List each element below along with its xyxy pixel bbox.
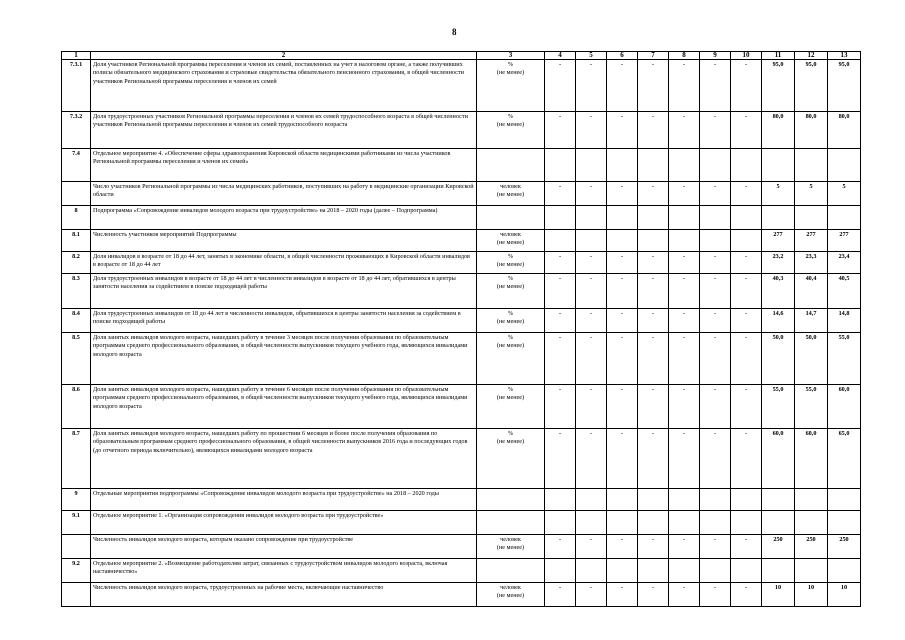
value-col-9: -: [700, 182, 731, 206]
column-header: 6: [607, 52, 638, 60]
value-col-7: -: [638, 583, 669, 607]
value-col-6: -: [607, 182, 638, 206]
value-col-8: -: [669, 252, 700, 274]
value-col-11: 60,0: [762, 429, 795, 489]
column-header: 5: [576, 52, 607, 60]
value-col-5: -: [576, 429, 607, 489]
table-row: [62, 535, 861, 559]
indicator-name: Доля занятых инвалидов молодого возраста, нашедших работу в течение 3 месяцев после получения образования по образовательным программам среднего профессионального образования, в общей численности выпускников текущего учебного года, являющихся инвалидами молодого возраста: [91, 333, 477, 385]
value-col-7: -: [638, 385, 669, 429]
header-row: [62, 52, 861, 60]
value-col-5: -: [576, 252, 607, 274]
value-col-5: -: [576, 274, 607, 309]
value-col-6: -: [607, 309, 638, 333]
value-col-9: [700, 559, 731, 583]
value-col-13: [828, 149, 861, 182]
value-col-8: -: [669, 583, 700, 607]
value-col-9: [700, 230, 731, 252]
value-col-5: [576, 230, 607, 252]
value-col-4: [545, 511, 576, 535]
unit-of-measure: % (не менее): [477, 60, 545, 112]
value-col-10: -: [731, 429, 762, 489]
indicator-name: Число участников Региональной программы из числа медицинских работников, поступивших на работу в медицинские организации Кировской области: [91, 182, 477, 206]
value-col-11: 40,3: [762, 274, 795, 309]
unit-of-measure: % (не менее): [477, 112, 545, 149]
table-row: [62, 385, 861, 429]
value-col-11: 277: [762, 230, 795, 252]
column-header: 2: [91, 52, 477, 60]
value-col-9: [700, 206, 731, 230]
row-number: 9.1: [62, 511, 91, 535]
value-col-7: -: [638, 252, 669, 274]
value-col-6: -: [607, 429, 638, 489]
value-col-9: -: [700, 333, 731, 385]
value-col-4: [545, 489, 576, 511]
value-col-8: -: [669, 333, 700, 385]
value-col-9: -: [700, 429, 731, 489]
value-col-8: -: [669, 274, 700, 309]
value-col-6: [607, 149, 638, 182]
value-col-10: [731, 149, 762, 182]
column-header: 7: [638, 52, 669, 60]
indicator-name: Отдельные мероприятия подпрограммы «Сопровождение инвалидов молодого возраста при трудоустройстве» на 2018 – 2020 годы: [91, 489, 477, 511]
unit-of-measure: [477, 206, 545, 230]
value-col-9: -: [700, 60, 731, 112]
table-row: [62, 274, 861, 309]
value-col-7: [638, 511, 669, 535]
value-col-5: -: [576, 385, 607, 429]
unit-of-measure: [477, 511, 545, 535]
table-row: [62, 206, 861, 230]
value-col-7: [638, 149, 669, 182]
indicator-name: Отдельное мероприятие 2. «Возмещение работодателям затрат, связанных с трудоустройством инвалидов молодого возраста, включая наставничество»: [91, 559, 477, 583]
value-col-11: [762, 149, 795, 182]
indicators-table: [61, 51, 861, 607]
value-col-13: 60,0: [828, 385, 861, 429]
value-col-13: 55,0: [828, 333, 861, 385]
value-col-12: 277: [795, 230, 828, 252]
indicator-name: Численность инвалидов молодого возраста, которым оказано сопровождение при трудоустройстве: [91, 535, 477, 559]
value-col-6: [607, 511, 638, 535]
indicator-name: Доля трудоустроенных инвалидов от 18 до 44 лет в численности инвалидов, обратившихся в центры занятости населения за содействием в поиске подходящей работы: [91, 309, 477, 333]
value-col-4: -: [545, 429, 576, 489]
value-col-10: [731, 511, 762, 535]
row-number: 7.3.1: [62, 60, 91, 112]
value-col-6: -: [607, 583, 638, 607]
value-col-4: -: [545, 583, 576, 607]
value-col-11: [762, 489, 795, 511]
value-col-4: -: [545, 535, 576, 559]
value-col-4: -: [545, 385, 576, 429]
value-col-4: [545, 559, 576, 583]
indicator-name: Доля инвалидов в возрасте от 18 до 44 лет, занятых в экономике области, в общей численности проживающих в Кировской области инвалидов в возрасте от 18 до 44 лет: [91, 252, 477, 274]
value-col-12: 40,4: [795, 274, 828, 309]
value-col-13: [828, 206, 861, 230]
value-col-7: -: [638, 333, 669, 385]
value-col-13: 10: [828, 583, 861, 607]
value-col-4: -: [545, 112, 576, 149]
value-col-4: -: [545, 252, 576, 274]
value-col-13: 65,0: [828, 429, 861, 489]
value-col-13: 95,0: [828, 60, 861, 112]
value-col-12: 5: [795, 182, 828, 206]
unit-of-measure: % (не менее): [477, 309, 545, 333]
value-col-7: -: [638, 60, 669, 112]
unit-of-measure: человек (не менее): [477, 182, 545, 206]
value-col-13: 14,8: [828, 309, 861, 333]
value-col-10: [731, 489, 762, 511]
unit-of-measure: [477, 489, 545, 511]
row-number: 8.1: [62, 230, 91, 252]
value-col-7: -: [638, 535, 669, 559]
value-col-7: -: [638, 309, 669, 333]
value-col-12: 95,0: [795, 60, 828, 112]
value-col-5: [576, 149, 607, 182]
value-col-5: -: [576, 60, 607, 112]
value-col-10: -: [731, 309, 762, 333]
value-col-6: [607, 230, 638, 252]
value-col-13: 277: [828, 230, 861, 252]
value-col-7: -: [638, 112, 669, 149]
column-header: 11: [762, 52, 795, 60]
indicator-name: Доля участников Региональной программы переселения и членов их семей, поставленных на учет в налоговом органе, а также получивших полисы обязательного медицинского страхования и страховые свидетельства обязательного пенсионного страхования, в общей численности участников Региональной программы переселения и членов их семей: [91, 60, 477, 112]
column-header: 3: [477, 52, 545, 60]
value-col-11: 23,2: [762, 252, 795, 274]
value-col-11: 50,0: [762, 333, 795, 385]
value-col-6: [607, 559, 638, 583]
table-row: [62, 112, 861, 149]
value-col-5: [576, 559, 607, 583]
row-number: [62, 583, 91, 607]
column-header: 13: [828, 52, 861, 60]
value-col-7: [638, 559, 669, 583]
table-row: [62, 583, 861, 607]
value-col-4: [545, 149, 576, 182]
unit-of-measure: человек (не менее): [477, 230, 545, 252]
value-col-5: -: [576, 535, 607, 559]
value-col-13: 5: [828, 182, 861, 206]
value-col-9: [700, 511, 731, 535]
value-col-12: [795, 511, 828, 535]
value-col-6: -: [607, 274, 638, 309]
value-col-9: [700, 149, 731, 182]
row-number: 9: [62, 489, 91, 511]
value-col-13: 250: [828, 535, 861, 559]
value-col-8: [669, 489, 700, 511]
value-col-11: 14,6: [762, 309, 795, 333]
value-col-9: -: [700, 112, 731, 149]
value-col-12: [795, 489, 828, 511]
value-col-13: [828, 489, 861, 511]
value-col-12: 23,3: [795, 252, 828, 274]
value-col-8: -: [669, 535, 700, 559]
row-number: [62, 535, 91, 559]
column-header: 10: [731, 52, 762, 60]
value-col-11: 55,0: [762, 385, 795, 429]
value-col-8: [669, 511, 700, 535]
row-number: 8.7: [62, 429, 91, 489]
value-col-6: -: [607, 112, 638, 149]
value-col-5: -: [576, 112, 607, 149]
indicator-name: Подпрограмма «Сопровождение инвалидов молодого возраста при трудоустройстве» на 2018 – 2020 годы (далее – Подпрограмма): [91, 206, 477, 230]
value-col-12: [795, 206, 828, 230]
row-number: 8.6: [62, 385, 91, 429]
value-col-8: [669, 559, 700, 583]
value-col-8: -: [669, 429, 700, 489]
table-row: [62, 252, 861, 274]
row-number: 8.2: [62, 252, 91, 274]
indicator-name: Доля занятых инвалидов молодого возраста, нашедших работу по прошествии 6 месяцев и более после получения образования по образовательным программам среднего профессионального образования, в общей численности выпускников 2016 года и последующих годов (до отчетного периода включительно), являющихся инвалидами молодого возраста: [91, 429, 477, 489]
table-row: [62, 230, 861, 252]
value-col-8: -: [669, 385, 700, 429]
value-col-12: 10: [795, 583, 828, 607]
table-row: [62, 182, 861, 206]
value-col-12: 250: [795, 535, 828, 559]
table-row: [62, 309, 861, 333]
value-col-10: -: [731, 583, 762, 607]
value-col-9: -: [700, 535, 731, 559]
value-col-10: -: [731, 252, 762, 274]
value-col-8: -: [669, 182, 700, 206]
table-row: [62, 429, 861, 489]
row-number: 8.3: [62, 274, 91, 309]
value-col-7: -: [638, 182, 669, 206]
unit-of-measure: % (не менее): [477, 252, 545, 274]
value-col-4: -: [545, 309, 576, 333]
value-col-11: 95,0: [762, 60, 795, 112]
value-col-12: 55,0: [795, 385, 828, 429]
value-col-7: -: [638, 429, 669, 489]
value-col-12: 50,0: [795, 333, 828, 385]
value-col-5: [576, 489, 607, 511]
value-col-4: -: [545, 60, 576, 112]
table-row: [62, 489, 861, 511]
value-col-11: [762, 206, 795, 230]
row-number: 7.3.2: [62, 112, 91, 149]
value-col-7: [638, 489, 669, 511]
value-col-8: -: [669, 60, 700, 112]
indicator-name: Отдельное мероприятие 4. «Обеспечение сферы здравоохранения Кировской области медицинскими работниками из числа участников Региональной программы переселения и членов их семей»: [91, 149, 477, 182]
value-col-4: [545, 230, 576, 252]
value-col-4: [545, 206, 576, 230]
value-col-10: [731, 559, 762, 583]
value-col-8: -: [669, 112, 700, 149]
value-col-6: -: [607, 252, 638, 274]
value-col-11: 250: [762, 535, 795, 559]
value-col-10: -: [731, 535, 762, 559]
page-number: 8: [452, 27, 457, 37]
value-col-5: -: [576, 309, 607, 333]
row-number: 8: [62, 206, 91, 230]
value-col-12: 80,0: [795, 112, 828, 149]
row-number: 8.5: [62, 333, 91, 385]
table-row: [62, 511, 861, 535]
indicator-name: Численность участников мероприятий Подпрограммы: [91, 230, 477, 252]
value-col-5: -: [576, 182, 607, 206]
value-col-6: -: [607, 385, 638, 429]
table-row: [62, 333, 861, 385]
column-header: 9: [700, 52, 731, 60]
value-col-7: -: [638, 274, 669, 309]
value-col-7: [638, 206, 669, 230]
value-col-7: [638, 230, 669, 252]
column-header: 8: [669, 52, 700, 60]
value-col-9: -: [700, 385, 731, 429]
value-col-11: [762, 511, 795, 535]
indicator-name: Доля трудоустроенных инвалидов в возрасте от 18 до 44 лет в численности инвалидов в возрасте от 18 до 44 лет, обратившихся в центры занятости населения за содействием в поиске подходящей работы: [91, 274, 477, 309]
indicator-name: Доля занятых инвалидов молодого возраста, нашедших работу в течение 6 месяцев после получения образования по образовательным программам среднего профессионального образования, в общей численности выпускников текущего учебного года, являющихся инвалидами молодого возраста: [91, 385, 477, 429]
value-col-13: 80,0: [828, 112, 861, 149]
value-col-11: 10: [762, 583, 795, 607]
value-col-5: [576, 511, 607, 535]
value-col-9: -: [700, 309, 731, 333]
value-col-13: 23,4: [828, 252, 861, 274]
indicator-name: Отдельное мероприятие 1. «Организация сопровождения инвалидов молодого возраста при трудоустройстве»: [91, 511, 477, 535]
value-col-8: [669, 149, 700, 182]
unit-of-measure: человек (не менее): [477, 583, 545, 607]
value-col-10: [731, 230, 762, 252]
value-col-11: 5: [762, 182, 795, 206]
value-col-8: [669, 230, 700, 252]
value-col-12: [795, 149, 828, 182]
value-col-12: [795, 559, 828, 583]
column-header: 4: [545, 52, 576, 60]
value-col-11: 80,0: [762, 112, 795, 149]
value-col-13: [828, 511, 861, 535]
value-col-10: -: [731, 182, 762, 206]
value-col-9: -: [700, 252, 731, 274]
value-col-12: 14,7: [795, 309, 828, 333]
column-header: 1: [62, 52, 91, 60]
indicator-name: Доля трудоустроенных участников Региональной программы переселения и членов их семей трудоспособного возраста в общей численности участников Региональной программы переселения и членов их семей трудоспособного возраста: [91, 112, 477, 149]
value-col-9: -: [700, 274, 731, 309]
value-col-9: [700, 489, 731, 511]
value-col-5: -: [576, 583, 607, 607]
unit-of-measure: % (не менее): [477, 429, 545, 489]
unit-of-measure: % (не менее): [477, 333, 545, 385]
value-col-13: [828, 559, 861, 583]
value-col-10: -: [731, 274, 762, 309]
value-col-10: -: [731, 112, 762, 149]
value-col-10: -: [731, 385, 762, 429]
value-col-6: -: [607, 333, 638, 385]
value-col-13: 40,5: [828, 274, 861, 309]
unit-of-measure: человек (не менее): [477, 535, 545, 559]
indicator-name: Численность инвалидов молодого возраста, трудоустроенных на рабочие места, включающие наставничество: [91, 583, 477, 607]
value-col-6: [607, 489, 638, 511]
value-col-6: -: [607, 60, 638, 112]
value-col-11: [762, 559, 795, 583]
table-row: [62, 60, 861, 112]
value-col-10: -: [731, 60, 762, 112]
value-col-6: -: [607, 535, 638, 559]
row-number: 7.4: [62, 149, 91, 182]
unit-of-measure: % (не менее): [477, 385, 545, 429]
value-col-4: -: [545, 274, 576, 309]
unit-of-measure: [477, 149, 545, 182]
table-row: [62, 559, 861, 583]
row-number: 8.4: [62, 309, 91, 333]
row-number: 9.2: [62, 559, 91, 583]
value-col-4: -: [545, 333, 576, 385]
value-col-5: [576, 206, 607, 230]
value-col-10: [731, 206, 762, 230]
value-col-6: [607, 206, 638, 230]
value-col-4: -: [545, 182, 576, 206]
row-number: [62, 182, 91, 206]
value-col-12: 60,0: [795, 429, 828, 489]
unit-of-measure: % (не менее): [477, 274, 545, 309]
value-col-5: -: [576, 333, 607, 385]
column-header: 12: [795, 52, 828, 60]
unit-of-measure: [477, 559, 545, 583]
table-row: [62, 149, 861, 182]
value-col-10: -: [731, 333, 762, 385]
value-col-8: -: [669, 309, 700, 333]
value-col-8: [669, 206, 700, 230]
value-col-9: -: [700, 583, 731, 607]
